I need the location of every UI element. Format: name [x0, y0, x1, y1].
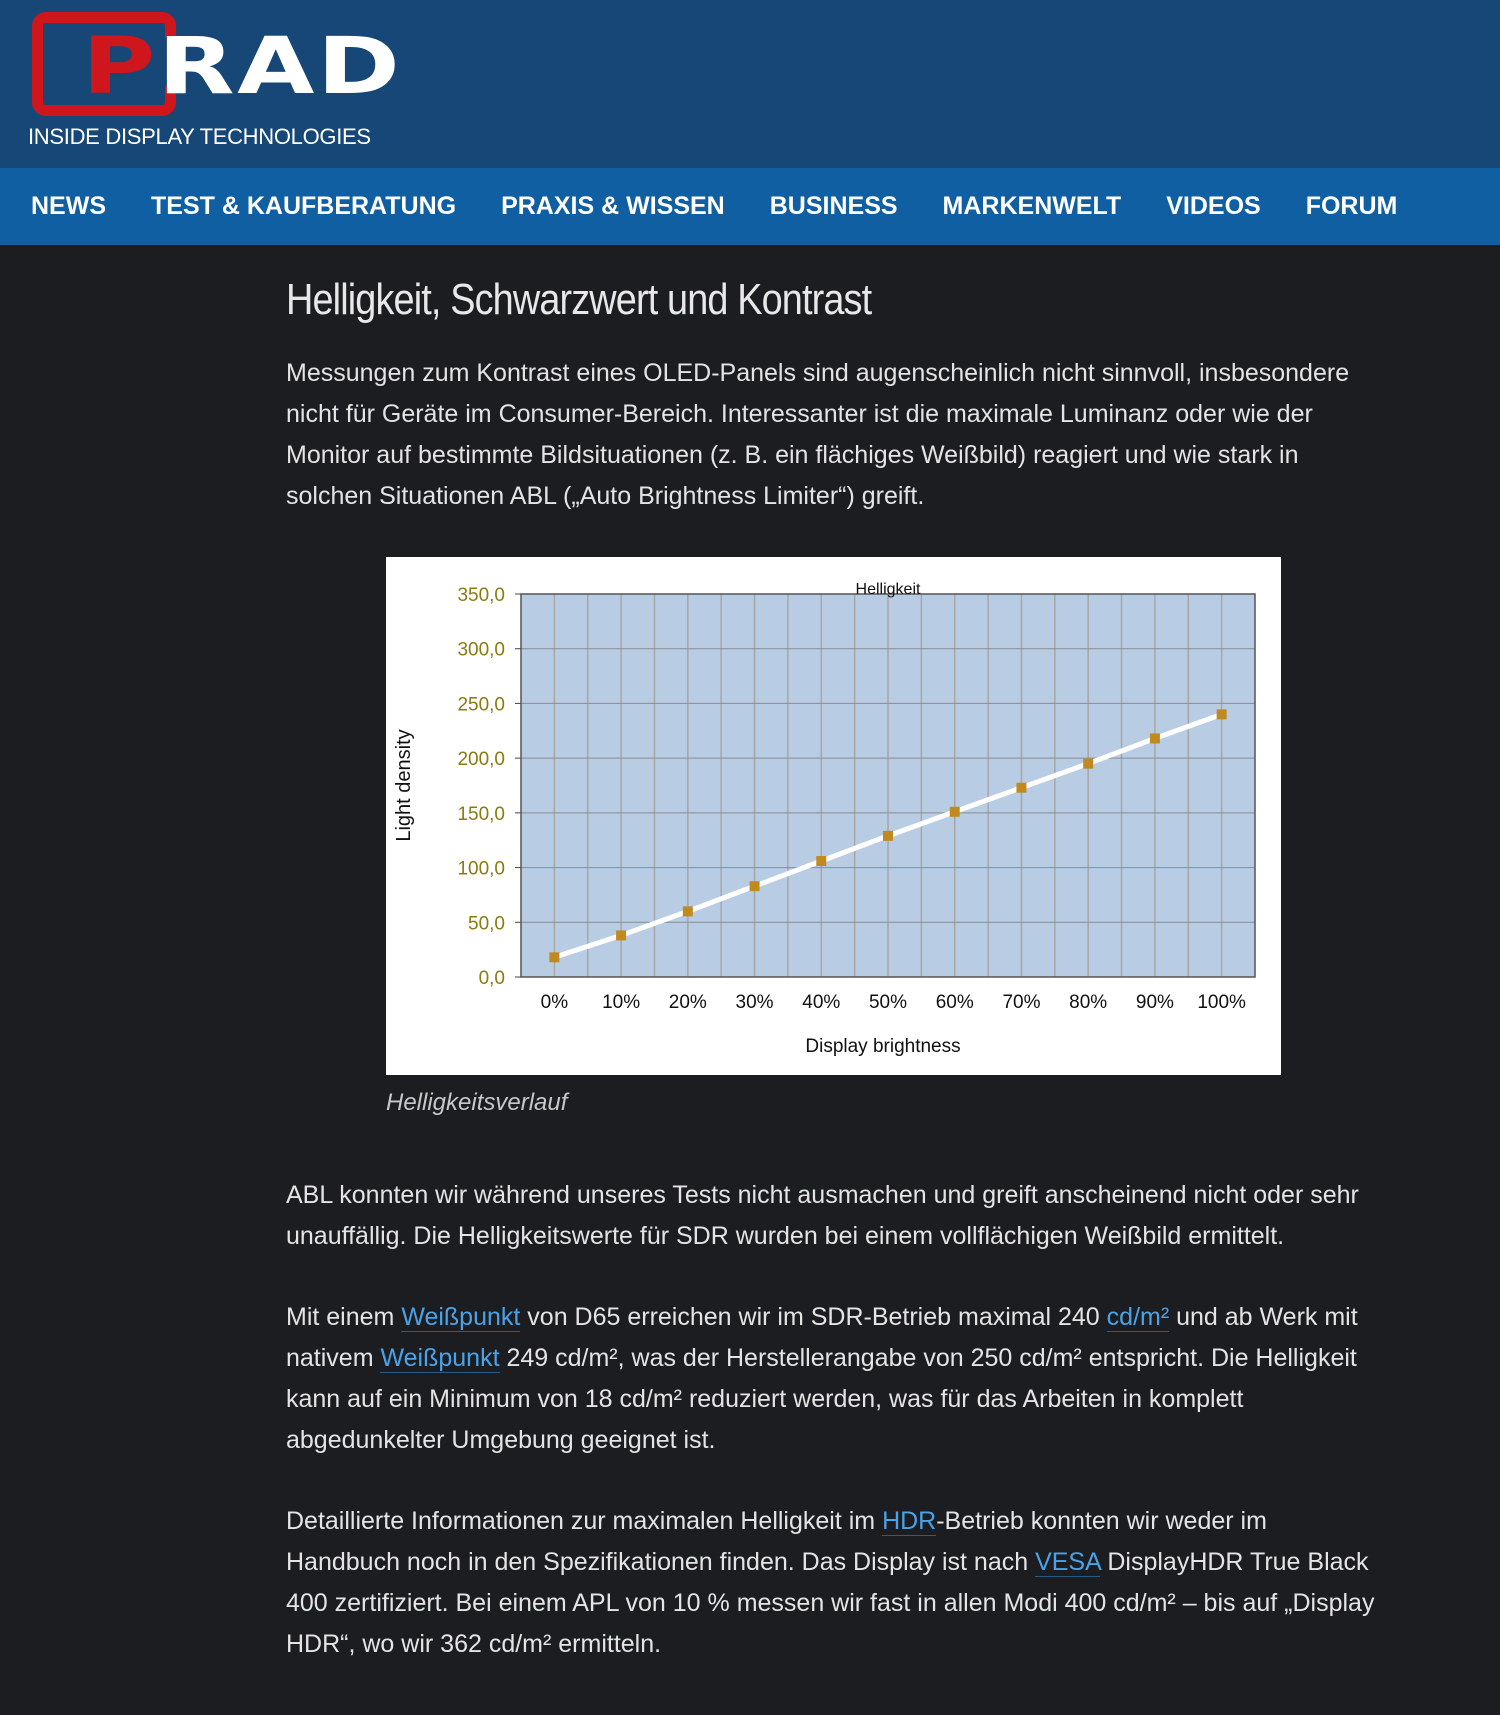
y-axis-label: Light density [393, 729, 415, 842]
x-tick-label: 70% [1002, 992, 1041, 1013]
nav-item-business[interactable]: BUSINESS [769, 192, 898, 220]
logo-wordmark [82, 22, 403, 112]
nav-item-videos[interactable]: VIDEOS [1166, 192, 1261, 220]
chart-svg [386, 557, 1281, 1075]
x-tick-label: 20% [668, 992, 707, 1013]
text-span: von D65 erreichen wir im SDR-Betrieb maximal 240 [520, 1303, 1107, 1331]
x-tick-label: 50% [868, 992, 908, 1013]
data-point [1217, 709, 1227, 719]
y-tick-label: 200,0 [457, 749, 505, 771]
x-tick-label: 10% [602, 992, 641, 1013]
nav-item-markenwelt[interactable]: MARKENWELT [942, 192, 1122, 220]
weisspunkt-link[interactable]: Weißpunkt [401, 1303, 521, 1331]
nav-item-praxis-wissen[interactable]: PRAXIS & WISSEN [501, 192, 725, 220]
main-nav [0, 168, 1500, 245]
logo-letters-rest: RAD [157, 22, 403, 112]
text-span: Detaillierte Informationen zur maximalen Helligkeit im [286, 1507, 883, 1535]
y-tick-label: 50,0 [468, 913, 505, 935]
data-point [549, 952, 559, 962]
cdm2-link[interactable]: cd/m² [1106, 1303, 1170, 1331]
nav-item-test-kaufberatung[interactable]: TEST & KAUFBERATUNG [151, 192, 457, 220]
article-paragraph-4 [286, 1501, 1386, 1665]
x-tick-label: 30% [735, 992, 774, 1013]
x-tick-label: 90% [1135, 992, 1174, 1013]
y-tick-label: 0,0 [478, 968, 505, 989]
y-tick-label: 300,0 [457, 639, 505, 661]
vesa-link[interactable]: VESA [1035, 1548, 1101, 1576]
y-tick-label: 150,0 [457, 803, 505, 825]
text-span: Mit einem [286, 1303, 402, 1331]
chart-figure [386, 557, 1386, 1117]
nav-item-news[interactable]: NEWS [31, 192, 106, 220]
x-tick-label: 80% [1069, 992, 1108, 1013]
x-tick-label: 60% [935, 992, 974, 1013]
article-title: Helligkeit, Schwarzwert und Kontrast [286, 275, 872, 324]
chart-caption: Helligkeitsverlauf [386, 1089, 568, 1116]
data-point [883, 831, 893, 841]
weisspunkt-link-2[interactable]: Weißpunkt [380, 1344, 500, 1372]
y-tick-label: 250,0 [457, 694, 505, 716]
data-point [683, 906, 693, 916]
data-point [1016, 783, 1026, 793]
hdr-link[interactable]: HDR [882, 1507, 937, 1535]
x-tick-label: 100% [1197, 992, 1246, 1013]
chart-title: Helligkeit [855, 581, 921, 598]
y-tick-label: 350,0 [457, 585, 505, 606]
brightness-chart [386, 557, 1281, 1075]
x-tick-label: 40% [802, 992, 841, 1013]
data-point [816, 856, 826, 866]
y-tick-label: 100,0 [457, 858, 505, 880]
logo-tagline: INSIDE DISPLAY TECHNOLOGIES [28, 124, 371, 149]
nav-item-forum[interactable]: FORUM [1305, 192, 1398, 220]
data-point [750, 881, 760, 891]
logo-letter-p: P [82, 22, 158, 112]
data-point [1083, 759, 1093, 769]
data-point [1150, 733, 1160, 743]
text-span: DisplayHDR True Black 400 zertifiziert. Bei einem APL von 10 % messen wir fast in allen Modi 400 cd/m² – bis auf „Display HDR“, wo wir 362 cd/m² ermitteln. [286, 1548, 1375, 1658]
article-paragraph-2: ABL konnten wir während unseres Tests nicht ausmachen und greift anscheinend nicht oder sehr unauffällig. Die Helligkeitswerte für SDR wurden bei einem vollflächigen Weißbild ermittelt. [286, 1181, 1359, 1250]
text-span: und ab Werk mit nativem [286, 1303, 1358, 1372]
article-paragraph-3 [286, 1297, 1386, 1461]
text-span: 249 cd/m², was der Herstellerangabe von 250 cd/m² entspricht. Die Helligkeit kann auf ein Minimum von 18 cd/m² reduziert werden, was für das Arbeiten in komplett abgedunkelter Umgebung geeignet ist. [286, 1344, 1357, 1454]
site-header [0, 0, 1500, 168]
data-point [950, 807, 960, 817]
text-span: -Betrieb konnten wir weder im Handbuch noch in den Spezifikationen finden. Das Display ist nach [286, 1507, 1267, 1576]
article-content [286, 275, 1386, 1705]
article-paragraph-1: Messungen zum Kontrast eines OLED-Panels sind augenscheinlich nicht sinnvoll, insbesondere nicht für Geräte im Consumer-Bereich. Interessanter ist die maximale Luminanz oder wie der Monitor auf bestimmte Bildsituationen (z. B. ein flächiges Weißbild) reagiert und wie stark in solchen Situationen ABL („Auto Brightness Limiter“) greift. [286, 359, 1350, 510]
x-tick-label: 0% [540, 992, 569, 1013]
x-axis-label: Display brightness [805, 1036, 961, 1057]
data-point [616, 930, 626, 940]
prad-logo[interactable] [28, 12, 403, 152]
